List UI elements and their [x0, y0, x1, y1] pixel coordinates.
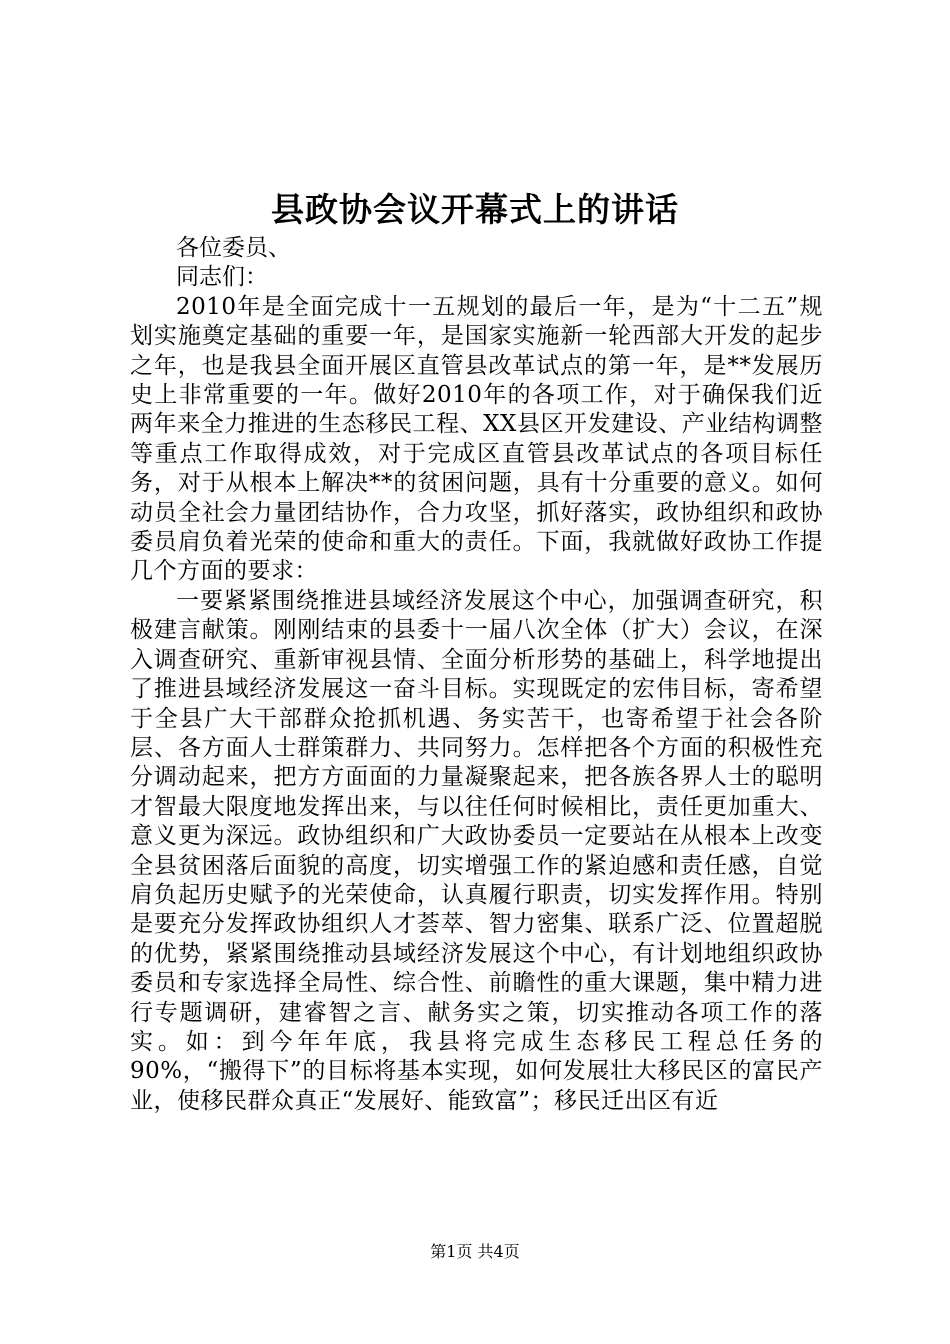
- paragraph-intro: 2010年是全面完成十一五规划的最后一年，是为“十二五”规划实施奠定基础的重要一年，是国家实施新一轮西部大开发的起步之年，也是我县全面开展区直管县改革试点的第一年，是**发展历史上非常重要的一年。做好2010年的各项工作，对于确保我们近两年来全力推进的生态移民工程、XX县区开发建设、产业结构调整等重点工作取得成效，对于完成区直管县改革试点的各项目标任务，对于从根本上解决**的贫困问题，具有十分重要的意义。如何动员全社会力量团结协作，合力攻坚，抓好落实，政协组织和政协委员肩负着光荣的使命和重大的责任。下面，我就做好政协工作提几个方面的要求：: [130, 293, 823, 585]
- document-title: 县政协会议开幕式上的讲话: [271, 190, 679, 229]
- document-body: [130, 234, 823, 1116]
- salutation-line-1: 各位委员、: [176, 235, 291, 261]
- page-footer: 第1页 共4页: [430, 1242, 520, 1261]
- salutation-line-2: 同志们：: [176, 264, 268, 291]
- paragraph-first-requirement: 一要紧紧围绕推进县域经济发展这个中心，加强调查研究，积极建言献策。刚刚结束的县委十一届八次全体（扩大）会议，在深入调查研究、重新审视县情、全面分析形势的基础上，科学地提出了推进县域经济发展这一奋斗目标。实现既定的宏伟目标，寄希望于全县广大干部群众抢抓机遇、务实苦干，也寄希望于社会各阶层、各方面人士群策群力、共同努力。怎样把各个方面的积极性充分调动起来，把方方面面的力量凝聚起来，把各族各界人士的聪明才智最大限度地发挥出来，与以往任何时候相比，责任更加重大、意义更为深远。政协组织和广大政协委员一定要站在从根本上改变全县贫困落后面貌的高度，切实增强工作的紧迫感和责任感，自觉肩负起历史赋予的光荣使命，认真履行职责，切实发挥作用。特别是要充分发挥政协组织人才荟萃、智力密集、联系广泛、位置超脱的优势，紧紧围绕推动县域经济发展这个中心，有计划地组织政协委员和专家选择全局性、综合性、前瞻性的重大课题，集中精力进行专题调研，建睿智之言、献务实之策，切实推动各项工作的落实。如：到今年年底，我县将完成生态移民工程总任务的90%，“搬得下”的目标将基本实现，如何发展壮大移民区的富民产业，使移民群众真正“发展好、能致富”；移民迁出区有近: [130, 587, 823, 1114]
